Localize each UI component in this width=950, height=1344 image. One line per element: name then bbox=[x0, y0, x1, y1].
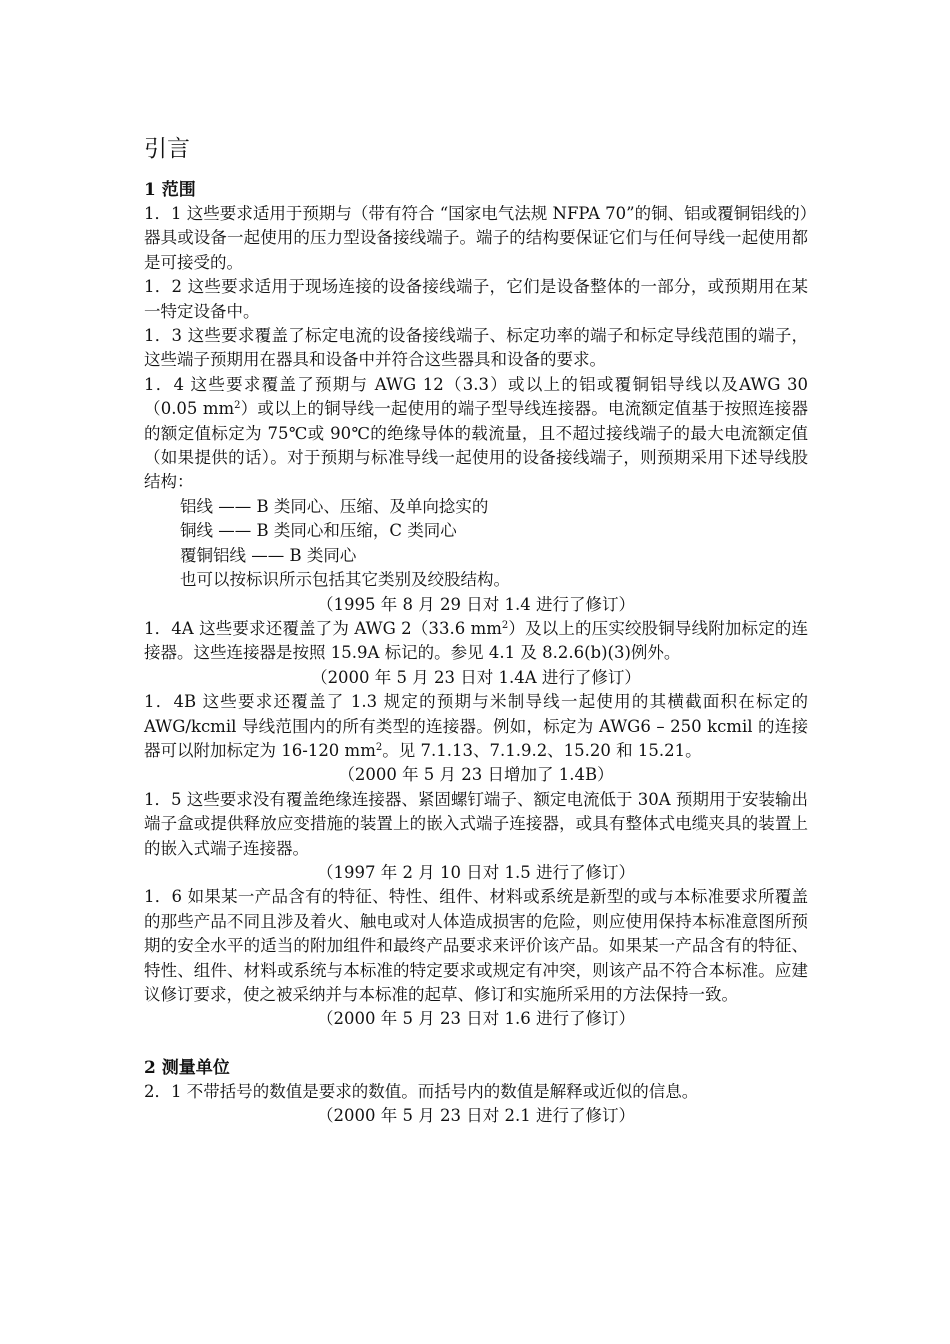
clause-1-4A-part1: 1．4A 这些要求还覆盖了为 AWG 2（33.6 mm bbox=[144, 618, 502, 638]
revision-note-1-5: （1997 年 2 月 10 日对 1.5 进行了修订） bbox=[317, 862, 635, 882]
list-item-aluminum: 铝线 —— B 类同心、压缩、及单向捻实的 bbox=[180, 496, 489, 516]
spacer bbox=[144, 1032, 808, 1056]
page-title: 引言 bbox=[144, 136, 190, 162]
superscript: 2 bbox=[501, 619, 509, 631]
clause-1-4B-part2: 。见 7.1.13、7.1.9.2、15.20 和 15.21。 bbox=[382, 740, 702, 760]
document-page bbox=[144, 132, 808, 1129]
superscript: 2 bbox=[375, 741, 383, 753]
section-heading-scope: 1 范围 bbox=[144, 180, 196, 200]
clause-1-1: 1．1 这些要求适用于预期与（带有符合 “国家电气法规 NFPA 70”的铜、铝或覆铜铝线的）器具或设备一起使用的压力型设备接线端子。端子的结构要保证它们与任何导线一起使用都是可接受的。 bbox=[144, 204, 808, 272]
revision-note-1-4: （1995 年 8 月 29 日对 1.4 进行了修订） bbox=[317, 594, 635, 614]
clause-1-4 bbox=[144, 373, 808, 495]
clause-1-6: 1．6 如果某一产品含有的特征、特性、组件、材料或系统是新型的或与本标准要求所覆盖的那些产品不同且涉及着火、触电或对人体造成损害的危险，则应使用保持本标准意图所预期的安全水平的适当的附加组件和最终产品要求来评价该产品。如果某一产品含有的特征、特性、组件、材料或系统与本标准的特定要求或规定有冲突，则该产品不符合本标准。应建议修订要求，使之被采纳并与本标准的起草、修订和实施所采用的方法保持一致。 bbox=[144, 887, 808, 1004]
clause-1-4A bbox=[144, 617, 808, 666]
revision-note-2-1: （2000 年 5 月 23 日对 2.1 进行了修订） bbox=[317, 1106, 635, 1126]
clause-1-4-part1: 1．4 这些要求覆盖了预期与 AWG 12（3.3）或以上的铝或覆铜铝导线以及AWG 30（0.05 mm bbox=[144, 374, 808, 419]
revision-note-1-4B: （2000 年 5 月 23 日增加了 1.4B） bbox=[338, 765, 614, 785]
clause-1-4A-part2: ）及以上的压实绞股铜导线附加标定的连接器。这些连接器是按照 15.9A 标记的。参见 4.1 及 8.2.6(b)(3)例外。 bbox=[144, 618, 808, 663]
list-item-copper: 铜线 —— B 类同心和压缩，C 类同心 bbox=[180, 521, 457, 541]
section-heading-units: 2 测量单位 bbox=[144, 1057, 230, 1078]
superscript: 2 bbox=[234, 400, 241, 412]
clause-1-4-part2: ）或以上的铜导线一起使用的端子型导线连接器。电流额定值基于按照连接器的额定值标定为 75℃或 90℃的绝缘导体的载流量，且不超过接线端子的最大电流额定值（如果提供的话）。对于预期与标准导线一起使用的设备接线端子，则预期采用下述导线股结构： bbox=[144, 399, 808, 492]
list-item-copper-clad-aluminum: 覆铜铝线 —— B 类同心 bbox=[180, 545, 357, 565]
list-item-other: 也可以按标识所示包括其它类别及绞股结构。 bbox=[180, 570, 510, 590]
clause-1-4B bbox=[144, 690, 808, 763]
revision-note-1-6: （2000 年 5 月 23 日对 1.6 进行了修订） bbox=[317, 1009, 635, 1029]
clause-2-1: 2．1 不带括号的数值是要求的数值。而括号内的数值是解释或近似的信息。 bbox=[144, 1081, 699, 1101]
revision-note-1-4A: （2000 年 5 月 23 日对 1.4A 进行了修订） bbox=[311, 667, 641, 687]
clause-1-3: 1．3 这些要求覆盖了标定电流的设备接线端子、标定功率的端子和标定导线范围的端子，这些端子预期用在器具和设备中并符合这些器具和设备的要求。 bbox=[144, 326, 808, 370]
clause-1-2: 1．2 这些要求适用于现场连接的设备接线端子，它们是设备整体的一部分，或预期用在某一特定设备中。 bbox=[144, 277, 808, 321]
clause-1-4B-part1: 1．4B 这些要求还覆盖了 1.3 规定的预期与米制导线一起使用的其横截面积在标定的 AWG/kcmil 导线范围内的所有类型的连接器。例如，标定为 AWG6 – 250 kcmil 的连接器可以附加标定为 16-120 mm bbox=[144, 692, 808, 760]
clause-1-5: 1．5 这些要求没有覆盖绝缘连接器、紧固螺钉端子、额定电流低于 30A 预期用于安装输出端子盒或提供释放应变措施的装置上的嵌入式端子连接器，或具有整体式电缆夹具的装置上的嵌入式端子连接器。 bbox=[144, 789, 808, 858]
